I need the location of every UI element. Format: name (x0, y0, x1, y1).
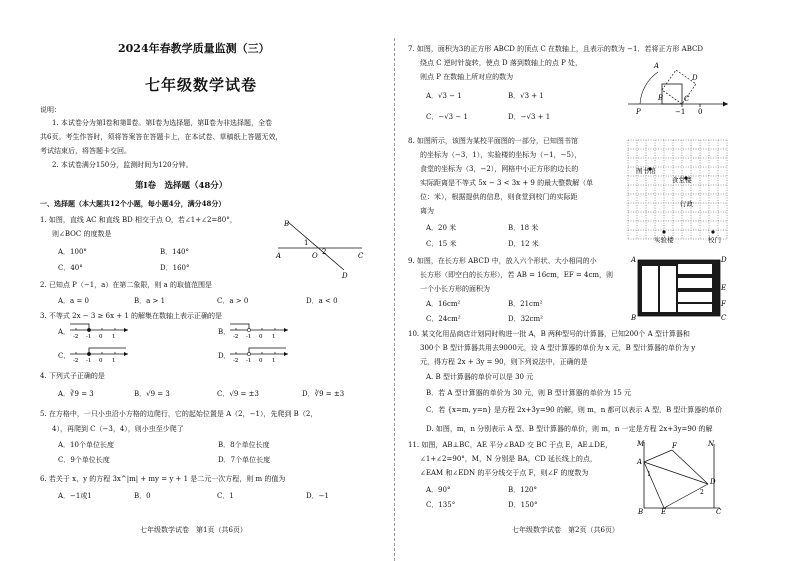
q3-option-label[interactable]: A． (58, 328, 71, 336)
q9-stem: 9. 如图，在长方形 ABCD 中，放入六个形状、大小相同的小 (408, 257, 597, 265)
q5-option[interactable]: A．10个单位长度 (58, 441, 114, 449)
q3-tick-label: -1 (246, 358, 252, 364)
notes-heading: 说明： (40, 106, 61, 114)
q3-tick-label: 1 (272, 334, 276, 340)
q1-label: C (358, 252, 364, 260)
q10-option[interactable]: B．若 A 型计算器的单价为 30 元，则 B 型计算器的单价为 15 元 (426, 389, 631, 397)
q1-label: 2 (322, 248, 327, 256)
q3-tick-label: -1 (86, 358, 92, 364)
q3-tick-label: 0 (99, 334, 103, 340)
q1-stem: 则∠BOC 的度数是 (52, 230, 112, 238)
q3-tick-label: -2 (233, 358, 239, 364)
q3-tick-label: 1 (112, 334, 116, 340)
svg-text:B: B (638, 508, 644, 516)
q8-option[interactable]: B．18 米 (508, 224, 539, 232)
q4-option[interactable]: A．∛9 = 3 (58, 390, 94, 398)
q5-option[interactable]: C．9个单位长度 (58, 456, 110, 464)
svg-text:1: 1 (647, 471, 651, 478)
svg-text:B: B (631, 314, 637, 322)
q8-stem: 离为 (420, 207, 434, 215)
q11-option[interactable]: C．135° (426, 501, 456, 509)
q8-option[interactable]: D．12 米 (508, 240, 539, 248)
q1-option[interactable]: D．160° (160, 264, 190, 272)
q6-option[interactable]: D．−1 (306, 492, 329, 500)
q8-option[interactable]: C．15 米 (426, 240, 457, 248)
svg-text:校门: 校门 (708, 236, 721, 244)
note-line: 1. 本试卷分为第Ⅰ卷和第Ⅱ卷。第Ⅰ卷为选择题，第Ⅱ卷为非选择题，全卷 (52, 119, 272, 127)
q8-stem: 8. 如图所示，该图为某校平面图的一部分，已知图书馆 (408, 137, 578, 145)
q9-option[interactable]: A．16cm² (426, 300, 461, 308)
note-line: 共6页。考生作答时，须将答案答在答题卡上，在本试卷、草稿纸上答题无效， (40, 133, 283, 141)
q3-option-label[interactable]: D． (218, 352, 231, 360)
q7-stem: 7. 如图，面积为3的正方形 ABCD 的顶点 C 在数轴上，且表示的数为 −1．若将正方形 ABCD (408, 45, 703, 53)
q7-option[interactable]: B．√3 + 1 (508, 92, 544, 100)
q8-map-figure (624, 136, 734, 246)
q3-tick-label: -2 (73, 358, 79, 364)
q1-option[interactable]: A．100° (58, 248, 87, 256)
page-footer: 七年级数学试卷 第2页（共6页） (512, 526, 619, 534)
q3-tick-label: 0 (99, 358, 103, 364)
paper-title: 七年级数学试卷 (145, 76, 258, 94)
q7-option[interactable]: D．−√3 + 1 (508, 113, 551, 121)
q3-number-line-a (70, 322, 130, 340)
q7-option[interactable]: C．−√3 − 1 (426, 113, 468, 121)
svg-text:C: C (716, 508, 722, 516)
q2-option[interactable]: B．a > 1 (134, 297, 166, 305)
svg-text:D: D (692, 74, 698, 82)
svg-text:M: M (637, 440, 645, 448)
page-divider (394, 38, 395, 561)
q4-option[interactable]: D．∛9 = ±3 (302, 390, 345, 398)
q3-option-label[interactable]: B． (218, 328, 231, 336)
q6-option[interactable]: B．0 (134, 492, 151, 500)
q9-option[interactable]: B．21cm² (508, 300, 543, 308)
svg-text:图书馆: 图书馆 (636, 167, 656, 175)
q4-option[interactable]: C．√9 = ±3 (217, 390, 259, 398)
q11-figure (636, 438, 728, 514)
svg-text:B: B (658, 94, 664, 102)
q11-option[interactable]: D．150° (508, 501, 538, 509)
note-line: 考试结束后，将答题卡交回。 (40, 147, 131, 155)
svg-text:2: 2 (700, 489, 704, 496)
note-line: 2. 本试卷满分150分，监测时间为120分钟。 (52, 161, 193, 169)
svg-text:D: D (721, 256, 727, 264)
q11-stem: 11. 如图，AB⊥BC，AE 平分∠BAD 交 BC 于点 E，AE⊥DE， (408, 441, 612, 449)
q10-stem: 300个 B 型计算器共用去9000元，设 A 型计算器的单价为 x 元，B 型计算器的单价为 y (420, 344, 696, 352)
q3-tick-label: 1 (272, 358, 276, 364)
q10-option[interactable]: A. B 型计算器的单价可以是 30 元 (426, 373, 534, 381)
q10-stem: 元，得方程 2x + 3y = 90，则下列说法中，正确的是 (420, 358, 588, 366)
q11-option[interactable]: A．90° (426, 486, 451, 494)
q5-stem: 4），再爬到 C（−3，4），则小虫至少爬了 (52, 425, 184, 433)
svg-text:D: D (710, 478, 716, 486)
q8-option[interactable]: A．20 米 (426, 224, 457, 232)
q4-stem: 4. 下列式子正确的是 (40, 372, 105, 380)
q11-stem: ∠1+∠2=90°，M，N 分别是 BA，CD 延长线上的点， (420, 455, 597, 463)
svg-text:A: A (631, 256, 637, 264)
q5-option[interactable]: D．7个单位长度 (218, 456, 271, 464)
svg-text:A: A (654, 62, 660, 70)
svg-text:N: N (708, 440, 715, 448)
svg-text:食堂楼: 食堂楼 (672, 176, 692, 184)
q3-tick-label: 1 (112, 358, 116, 364)
exam-title: 2024年春教学质量监测（三） (118, 42, 270, 55)
q3-option-label[interactable]: C． (58, 352, 71, 360)
q3-number-line-c (70, 346, 130, 364)
q9-stem: 长方形（即空白的长方形），若 AB = 16cm，EF = 4cm，则 (420, 271, 613, 279)
svg-text:0: 0 (698, 108, 703, 116)
q2-stem: 2. 已知点 P（−1，a）在第二象限，则 a 的取值范围是 (40, 281, 212, 289)
q5-stem: 5. 在方格中，一只小虫沿小方格的边爬行，它的起始位置是 A（2，−1），先爬到 B（2， (40, 410, 318, 418)
q9-stem: 一个小长方形的面积为 (420, 285, 490, 293)
q10-stem: 10. 某文化用品商店计划同时购进一批 A，B 两种型号的计算器，已知200个 A 型计算器和 (408, 330, 690, 338)
svg-text:F: F (721, 300, 726, 308)
q5-option[interactable]: B．8个单位长度 (218, 441, 270, 449)
q1-label: B (284, 220, 290, 228)
page-2 (400, 0, 794, 561)
q10-option[interactable]: D. 如图，m，n 分别表示 A 型、B 型计算器的单价，则 m，n 一定是方程 2x+3y=90 的解 (426, 425, 713, 433)
q3-tick-label: -2 (233, 334, 239, 340)
q1-option[interactable]: B．140° (160, 248, 190, 256)
q3-number-line-d (230, 346, 290, 364)
q3-tick-label: -1 (246, 334, 252, 340)
svg-text:E: E (721, 284, 727, 292)
q1-label: O (312, 252, 318, 260)
svg-text:P: P (636, 108, 641, 116)
q2-option[interactable]: A．a = 0 (58, 297, 89, 305)
q3-tick-label: -2 (73, 334, 79, 340)
page-1 (0, 0, 392, 561)
q7-figure (628, 60, 732, 122)
svg-text:A: A (637, 458, 643, 466)
q10-option[interactable]: C．若 {x=m, y=n} 是方程 2x+3y=90 的解，则 m，n 都可以表示 A 型，B 型计算器的单价 (426, 406, 723, 414)
svg-text:C: C (721, 314, 727, 322)
q9-rectangle-figure (630, 254, 730, 320)
q3-tick-label: 0 (259, 358, 263, 364)
q1-figure (272, 218, 368, 278)
q11-stem: ∠EAM 和∠EDN 的平分线交于点 F，则∠F 的度数为 (420, 469, 589, 477)
q6-stem: 6. 若关于 x，y 的方程 3x^|m| + my = y + 1 是二元一次方程，则 m 的值为 (40, 475, 286, 483)
svg-text:−1: −1 (675, 108, 686, 116)
q9-option[interactable]: D．32cm² (508, 315, 543, 323)
section-title: 第Ⅰ卷 选择题（48分） (135, 181, 228, 191)
q7-option[interactable]: A．√3 − 1 (426, 92, 462, 100)
q4-option[interactable]: B．√9 = 3 (134, 390, 170, 398)
q7-stem: 绕点 C 逆时针旋转，使点 D 落到数轴上的点 P 处， (420, 59, 583, 67)
q6-option[interactable]: C．1 (217, 492, 234, 500)
q1-label: 1 (304, 239, 309, 247)
q6-option[interactable]: A．−1或1 (58, 492, 92, 500)
svg-text:C: C (684, 95, 690, 103)
svg-text:E: E (661, 508, 667, 516)
q8-stem: 位：米），根据提供的信息，则食堂到校门的实际距 (420, 193, 578, 201)
q1-label: A (276, 252, 282, 260)
q1-option[interactable]: C．40° (58, 264, 83, 272)
q8-stem: 实际距离是不等式 5x − 3 < 3x + 9 的最大整数解（单 (420, 179, 594, 187)
q1-stem: 1. 如图，直线 AC 和直线 BD 相交于点 O，若∠1+∠2=80°， (40, 216, 237, 224)
q9-option[interactable]: C．24cm² (426, 315, 461, 323)
svg-text:实验楼: 实验楼 (654, 236, 674, 244)
part-intro: 一、选择题（本大题共12个小题，每小题4分，满分48分） (40, 199, 226, 208)
q2-option[interactable]: C．a > 0 (217, 297, 249, 305)
q11-option[interactable]: B．120° (508, 486, 538, 494)
q7-stem: 则点 P 在数轴上所对应的数为 (420, 73, 514, 81)
q3-tick-label: -1 (86, 334, 92, 340)
q3-number-line-b (230, 322, 290, 340)
q1-label: D (342, 272, 348, 280)
page-footer: 七年级数学试卷 第1页（共6页） (140, 526, 247, 534)
q2-option[interactable]: D．a < 0 (306, 297, 338, 305)
q3-tick-label: 0 (259, 334, 263, 340)
svg-text:行政: 行政 (680, 200, 693, 208)
q3-stem: 3. 不等式 2x − 3 ≥ 6x + 1 的解集在数轴上表示正确的是 (40, 312, 223, 320)
svg-text:F: F (672, 442, 677, 450)
q8-stem: 食堂的坐标为（3，−2），网格中小正方形的边长的 (420, 165, 579, 173)
q8-stem: 的坐标为（−3，1），实验楼的坐标为（−1，−5）， (420, 151, 582, 159)
